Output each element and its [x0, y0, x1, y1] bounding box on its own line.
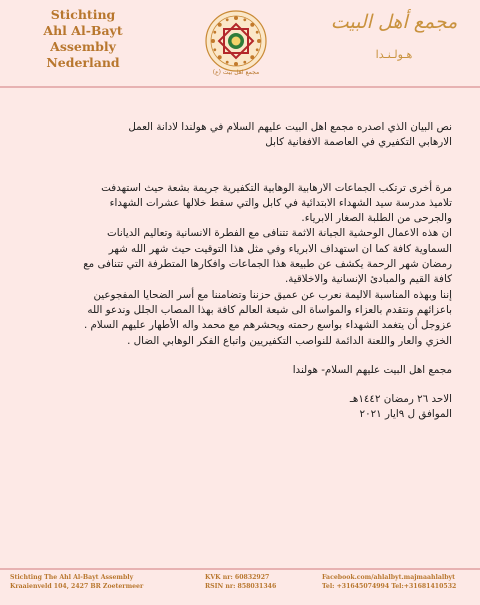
- footer-facebook-link[interactable]: Facebook.com/ahlalbyt.majmaahlalbyt: [322, 574, 455, 581]
- date-gregorian: الموافق ل ٩ايار ٢٠٢١: [359, 408, 452, 421]
- letter-footer: [0, 573, 480, 601]
- footer-org-name: Stichting The Ahl Al-Bayt Assembly: [10, 574, 134, 581]
- org-en-line-1: Stichting: [50, 7, 116, 22]
- letterhead: [0, 0, 480, 84]
- paragraph-line: والجرحى من الطلبة الصغار الابرياء.: [301, 212, 452, 225]
- paragraph-line: باعزائهم ونتقدم بالعزاء والمواساة الى شيعة العالم كافة بهذا المصاب الجلل وندعو الله: [87, 303, 452, 316]
- footer-address: [10, 573, 170, 591]
- org-location-arabic: هـولـنـدا: [375, 48, 413, 61]
- org-en-line-2: Ahl Al-Bayt Assembly: [43, 23, 123, 54]
- org-name-arabic: مجمع أهل البيت: [330, 11, 458, 33]
- paragraph-line: عزوجل أن يتغمد الشهداء بواسع رحمته ويحشرهم مع محمد واله الأطهار عليهم السلام .: [83, 319, 452, 332]
- paragraph-line: الخزي والعار واللعنة الدائمة للنواصب التكفيريين واتباع الفكر الوهابي الضال .: [127, 334, 452, 347]
- logo-caption: مجمع اهل بيت (ع): [212, 69, 260, 76]
- footer-contact: [322, 573, 472, 591]
- paragraph-line: مرة أخرى ترتكب الجماعات الارهابية الوهابية التكفيرية جريمة بشعة حيث استهدفت: [101, 181, 452, 194]
- footer-rsin-number: RSIN nr: 858031346: [205, 583, 277, 590]
- paragraph-line: تلاميذ مدرسة سيد الشهداء الابتدائية في كابل والتي سقط خلالها عشرات الشهداء: [109, 196, 452, 209]
- org-name-english: [14, 7, 152, 71]
- org-logo-emblem: [205, 10, 267, 72]
- statement-title-line: نص البيان الذي اصدره مجمع اهل البيت عليهم السلام في هولندا لادانة العمل: [128, 121, 452, 133]
- footer-kvk-number: KVK nr: 60832927: [205, 574, 270, 581]
- org-en-line-3: Nederland: [46, 55, 120, 70]
- paragraph-line: رمضان شهر الرحمة يكشف عن طبيعة هذا الجماعات وافكارها المتطرفة التي تتنافى مع: [83, 258, 452, 271]
- paragraph-line: ان هذه الاعمال الوحشية الجبانة الاثمة تتنافى مع الفطرة الانسانية وتعاليم الديانات: [107, 227, 452, 240]
- footer-registration: [205, 573, 295, 591]
- paragraph-line: إننا وبهذه المناسبة الاليمة نعرب عن عميق حزننا وتضامننا مع أسر الضحايا المفجوعين: [93, 288, 452, 301]
- header-divider: [0, 86, 480, 88]
- statement-title-line: الارهابي التكفيري في العاصمة الافغانية كابل: [265, 136, 452, 149]
- footer-phone-numbers: Tel: +31645074994 Tel:+31681410532: [322, 583, 457, 590]
- date-hijri: الاحد ٢٦ رمضان ١٤٤٢هـ: [349, 393, 452, 406]
- signature: مجمع اهل البيت عليهم السلام- هولندا: [292, 363, 452, 376]
- footer-divider: [0, 568, 480, 570]
- paragraph-line: السماوية كافة كما ان استهداف الابرياء وفي مثل هذا التوقيت حيث شهر الله شهر: [108, 242, 452, 255]
- statement-body: [26, 120, 452, 423]
- paragraph-line: كافة القيم والمبادئ الإنسانية والاخلاقية.: [284, 273, 452, 286]
- footer-street-address: Kraaienveld 104, 2427 BR Zoetermeer: [10, 583, 144, 590]
